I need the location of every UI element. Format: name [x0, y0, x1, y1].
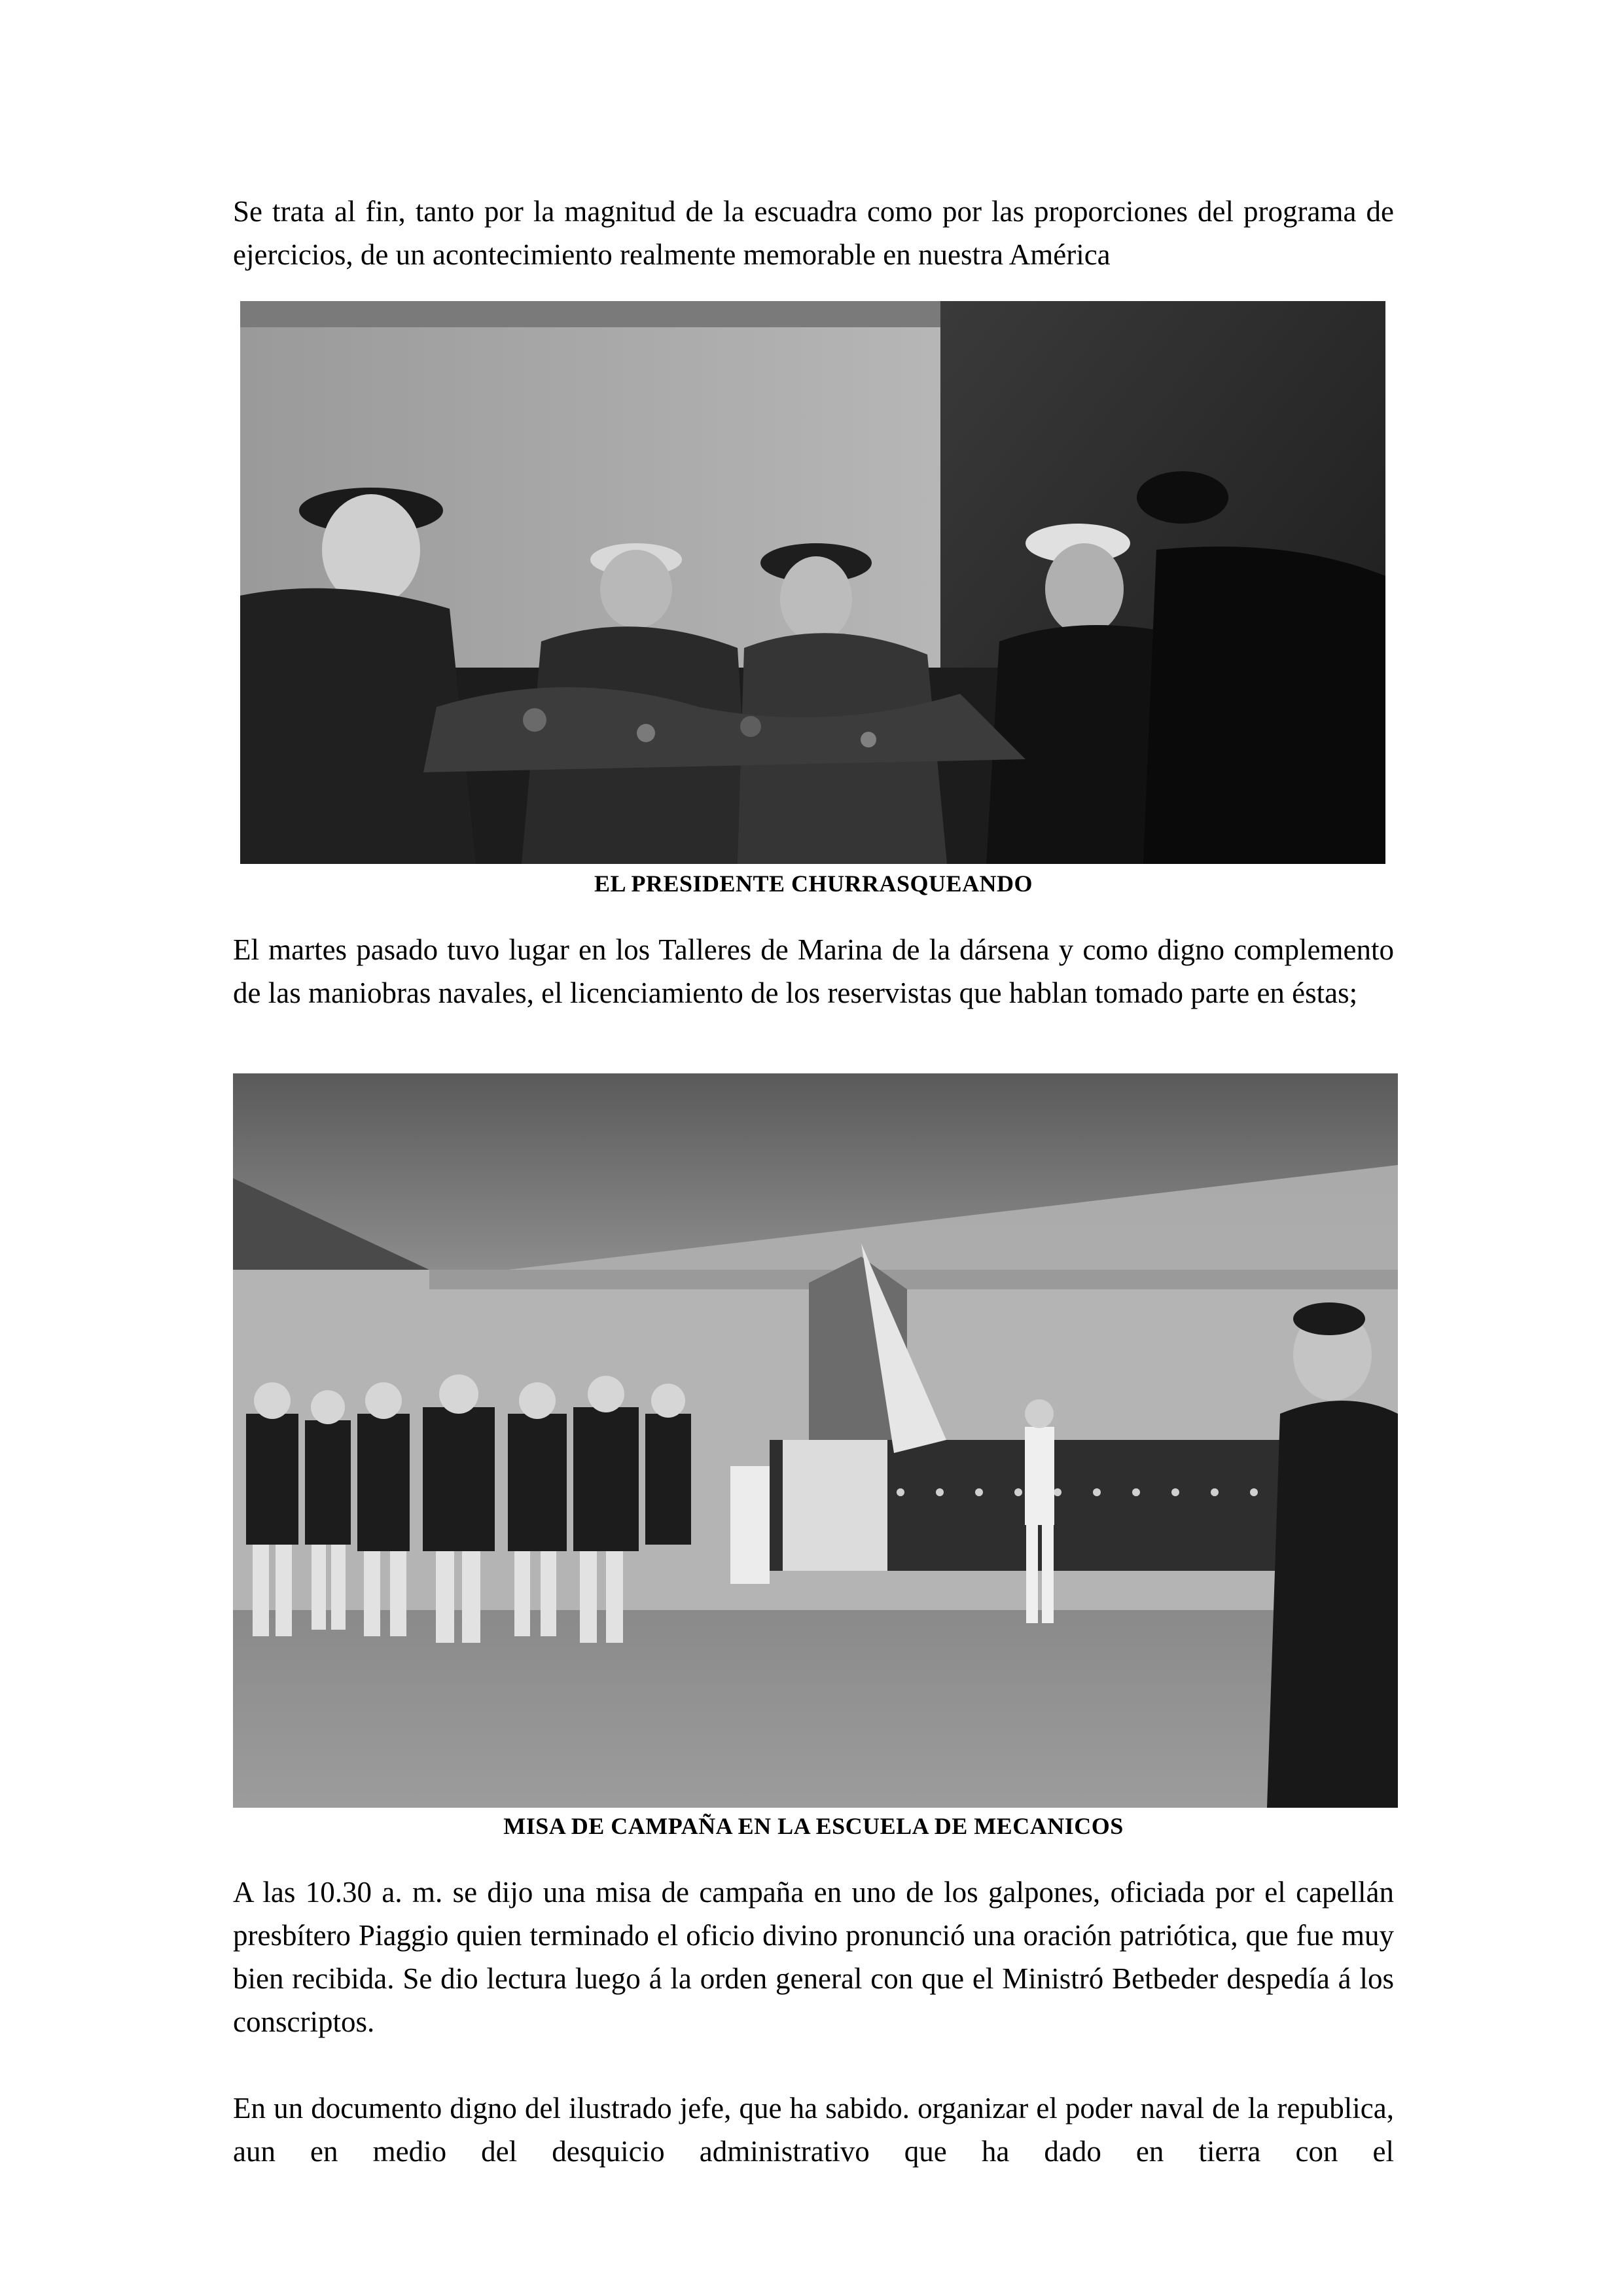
- photo-field-mass-image: [233, 1073, 1398, 1808]
- caption-field-mass: MISA DE CAMPAÑA EN LA ESCUELA DE MECANICOS: [503, 1813, 1124, 1839]
- photo-president-barbecue-image: [240, 301, 1385, 864]
- photo-field-mass: [233, 1073, 1398, 1808]
- paragraph-documento: En un documento digno del ilustrado jefe, que ha sabido. organizar el poder naval de la republica, aun en medio del desquicio administrativo que ha dado en tierra con el: [233, 2092, 1394, 2168]
- paragraph-intro: Se trata al fin, tanto por la magnitud de la escuadra como por las proporciones del programa de ejercicios, de un acontecimiento realmente memorable en nuestra América: [233, 195, 1394, 271]
- paragraph-misa: A las 10.30 a. m. se dijo una misa de campaña en uno de los galpones, oficiada por el capellán presbítero Piaggio quien terminado el oficio divino pronunció una oración patriótica, que fue muy bien recibida. Se dio lectura luego á la orden general con que el Ministró Betbeder despedía á los conscriptos.: [233, 1876, 1394, 2038]
- caption-president: EL PRESIDENTE CHURRASQUEANDO: [594, 870, 1033, 897]
- photo-president-barbecue: [240, 301, 1385, 864]
- paragraph-martes: El martes pasado tuvo lugar en los Talleres de Marina de la dársena y como digno complemento de las maniobras navales, el licenciamiento de los reservistas que hablan tomado parte en éstas;: [233, 933, 1394, 1009]
